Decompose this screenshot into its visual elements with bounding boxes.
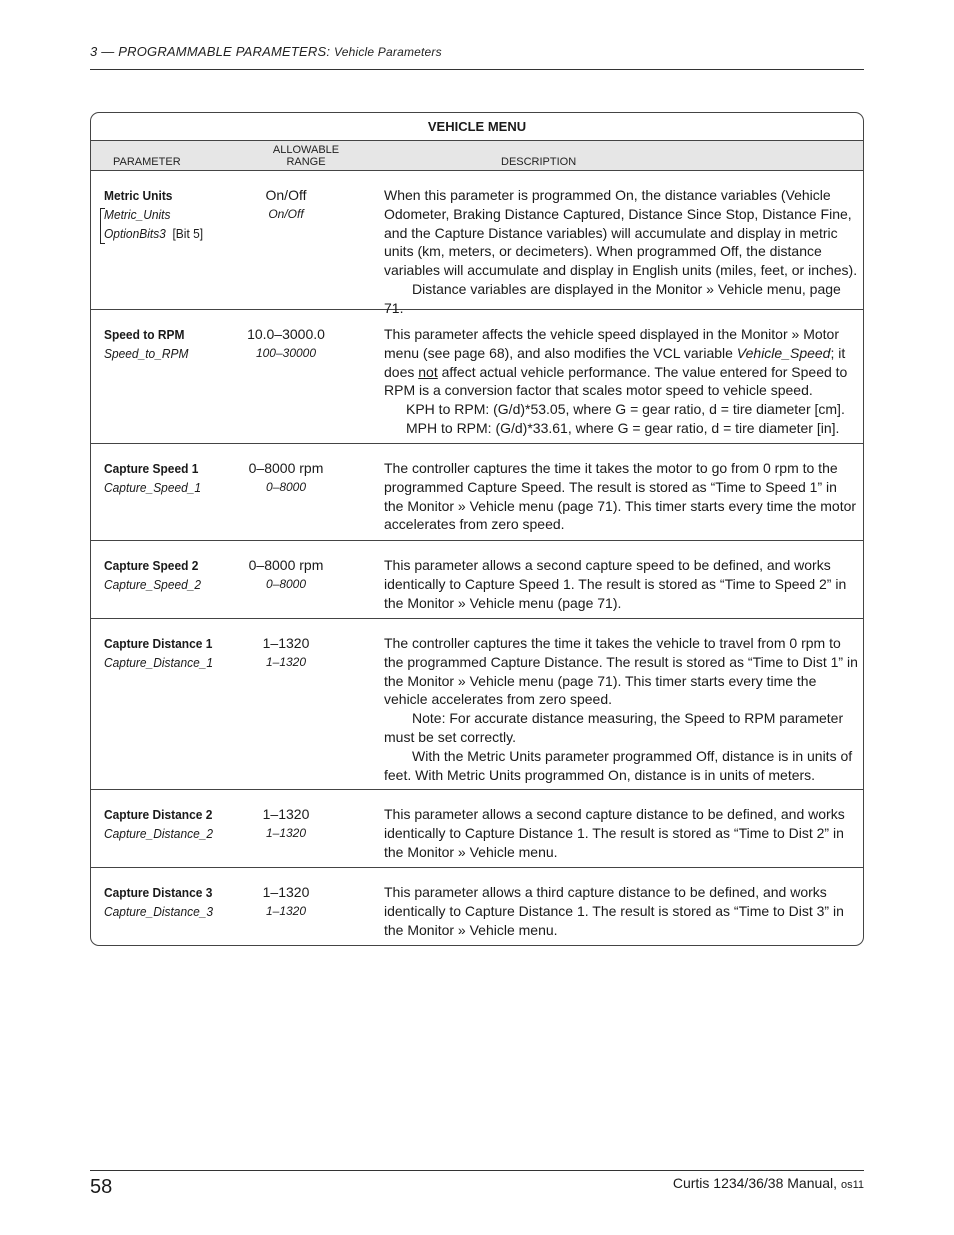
description-cell xyxy=(384,805,860,861)
description-cell xyxy=(384,325,860,438)
vcl-variable-name: Vehicle_Speed xyxy=(736,344,831,361)
description-text: ; it does xyxy=(384,344,846,380)
section-title: 3 — PROGRAMMABLE PARAMETERS: xyxy=(90,44,331,59)
range-value: 0–8000 rpm xyxy=(248,557,324,573)
emphasis-not: not xyxy=(418,363,438,380)
parameter-variable-group xyxy=(104,205,249,243)
parameter-cell xyxy=(104,883,249,921)
parameter-variable: Capture_Speed_1 xyxy=(104,480,202,495)
parameter-variable: Speed_to_RPM xyxy=(104,346,189,361)
table-row-capture-distance-2 xyxy=(91,790,863,868)
os-version: os11 xyxy=(840,1179,864,1191)
table-row-speed-to-rpm xyxy=(91,310,863,444)
column-header-range-line1: ALLOWABLE xyxy=(272,144,340,156)
table-row-metric-units xyxy=(91,171,863,316)
parameter-cell xyxy=(104,325,249,363)
table-title: VEHICLE MENU xyxy=(91,113,863,141)
column-header-parameter: PARAMETER xyxy=(113,156,181,168)
running-head xyxy=(90,44,442,59)
vehicle-menu-table xyxy=(90,112,864,946)
description-formula-mph: MPH to RPM: (G/d)*33.61, where G = gear ratio, d = tire diameter [in]. xyxy=(406,419,840,436)
description-cell xyxy=(384,634,860,784)
description-text: affect actual vehicle performance. The value entered for Speed to RPM is a conversion factor that scales motor speed to vehicle speed. xyxy=(384,363,848,399)
description-cell xyxy=(384,883,860,939)
parameter-name: Metric Units xyxy=(104,188,173,203)
parameter-cell xyxy=(104,634,249,672)
column-header-range xyxy=(251,144,361,168)
parameter-variable: Metric_Units xyxy=(104,207,171,222)
range-cell xyxy=(231,634,341,672)
variable-bracket xyxy=(100,208,105,244)
table-row-capture-speed-2 xyxy=(91,541,863,619)
range-raw-value: 0–8000 xyxy=(265,577,307,591)
description-cell xyxy=(384,459,860,534)
range-raw-value: On/Off xyxy=(268,207,304,221)
table-header-row xyxy=(91,141,863,171)
description-paragraph xyxy=(384,325,860,400)
column-header-description: DESCRIPTION xyxy=(501,156,577,168)
table-row-capture-distance-3 xyxy=(91,868,863,946)
table-row-capture-distance-1 xyxy=(91,619,863,790)
description-formula-kph: KPH to RPM: (G/d)*53.05, where G = gear ratio, d = tire diameter [cm]. xyxy=(406,401,845,418)
table-row-capture-speed-1 xyxy=(91,444,863,541)
range-value: 10.0–3000.0 xyxy=(247,326,325,342)
range-raw-value: 1–1320 xyxy=(265,826,307,840)
range-cell xyxy=(231,186,341,224)
parameter-name: Capture Distance 1 xyxy=(104,636,213,651)
range-raw-value: 1–1320 xyxy=(265,655,307,669)
description-paragraph: Distance variables are displayed in the Monitor » Vehicle menu, page 71. xyxy=(384,280,841,316)
page-number: 58 xyxy=(90,1176,113,1198)
parameter-cell xyxy=(104,556,249,594)
parameter-name: Capture Speed 1 xyxy=(104,461,199,476)
range-raw-value: 1–1320 xyxy=(265,904,307,918)
parameter-cell xyxy=(104,459,249,497)
option-bits-name: OptionBits3 xyxy=(104,226,166,241)
description-paragraph: When this parameter is programmed On, the distance variables (Vehicle Odometer, Braking Distance Captured, Distance Since Stop, Distance Fine, and the Capture Distance variables) will accumulate and display in metric units (km, meters, or decimeters). When programmed Off, the distance variables will accumulate and display in English units (miles, feet, or inches). xyxy=(384,187,858,279)
parameter-name: Capture Distance 2 xyxy=(104,807,213,822)
subsection-title: Vehicle Parameters xyxy=(333,45,442,59)
footer-rule xyxy=(90,1170,864,1171)
description-cell xyxy=(384,556,860,612)
bit-label: [Bit 5] xyxy=(172,226,204,241)
description-paragraph: This parameter allows a third capture distance to be defined, and works identically to Capture Distance 1. The result is stored as “Time to Dist 3” in the Monitor » Vehicle menu. xyxy=(384,884,844,938)
parameter-cell xyxy=(104,186,249,243)
header-rule xyxy=(90,69,864,70)
footer-manual-title xyxy=(673,1175,864,1191)
manual-name: Curtis 1234/36/38 Manual, xyxy=(672,1175,838,1191)
parameter-variable: Capture_Speed_2 xyxy=(104,577,202,592)
description-paragraph: This parameter allows a second capture speed to be defined, and works identically to Capture Speed 1. The result is stored as “Time to Speed 2” in the Monitor » Vehicle menu (page 71). xyxy=(384,557,847,611)
parameter-name: Capture Distance 3 xyxy=(104,885,213,900)
parameter-variable: Capture_Distance_3 xyxy=(104,904,214,919)
parameter-cell xyxy=(104,805,249,843)
range-value: 0–8000 rpm xyxy=(248,460,324,476)
parameter-variable: Capture_Distance_2 xyxy=(104,826,214,841)
description-paragraph: With the Metric Units parameter programmed Off, distance is in units of feet. With Metric Units programmed On, distance is in units of meters. xyxy=(384,747,853,783)
range-cell xyxy=(231,883,341,921)
range-cell xyxy=(231,556,341,594)
description-paragraph: The controller captures the time it takes the vehicle to travel from 0 rpm to the programmed Capture Distance. The result is stored as “Time to Dist 1” in the Monitor » Vehicle menu (page 71). This timer starts every time the vehicle accelerates from zero speed. xyxy=(384,635,858,708)
description-cell xyxy=(384,186,860,318)
parameter-name: Speed to RPM xyxy=(104,327,185,342)
description-text: This parameter affects the vehicle speed displayed in the Monitor » Motor menu (see page 68), and also modifies the VCL variable xyxy=(384,326,839,361)
range-raw-value: 100–30000 xyxy=(255,346,317,360)
range-value: On/Off xyxy=(265,187,307,203)
parameter-variable: Capture_Distance_1 xyxy=(104,655,214,670)
description-note: Note: For accurate distance measuring, the Speed to RPM parameter must be set correctly. xyxy=(384,710,844,745)
parameter-name: Capture Speed 2 xyxy=(104,558,199,573)
range-value: 1–1320 xyxy=(262,806,310,822)
range-value: 1–1320 xyxy=(262,884,310,900)
range-cell xyxy=(231,459,341,497)
range-cell xyxy=(231,325,341,363)
column-header-range-line2: RANGE xyxy=(286,156,326,168)
description-paragraph: The controller captures the time it takes the motor to go from 0 rpm to the programmed Capture Speed. The result is stored as “Time to Speed 1” in the Monitor » Vehicle menu (page 71). This timer starts every time the motor accelerates from zero speed. xyxy=(384,460,857,533)
range-cell xyxy=(231,805,341,843)
description-paragraph: This parameter allows a second capture distance to be defined, and works identically to Capture Distance 1. The result is stored as “Time to Dist 2” in the Monitor » Vehicle menu. xyxy=(384,806,845,860)
range-value: 1–1320 xyxy=(262,635,310,651)
range-raw-value: 0–8000 xyxy=(265,480,307,494)
parameter-variable-secondary xyxy=(104,224,237,243)
